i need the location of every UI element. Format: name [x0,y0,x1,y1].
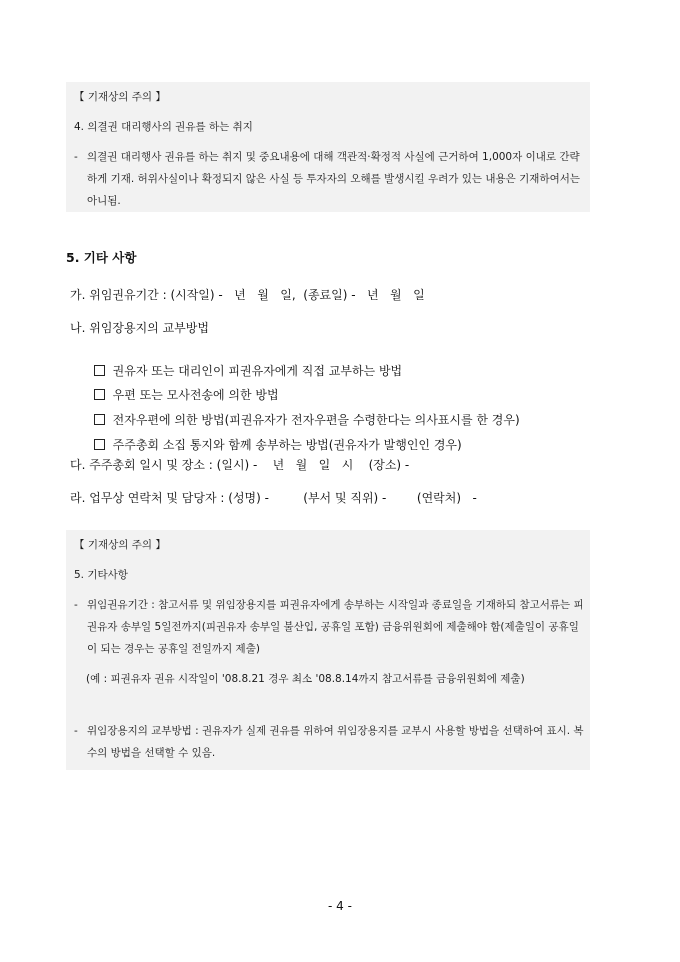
caution-item-text: 위임권유기간 : 참고서류 및 위임장용지를 피권유자에게 송부하는 시작일과 종료일을 기재하되 참고서류는 피권유자 송부일 5일전까지(피권유자 송부일 불산입, 공휴일 포함) 금융위원회에 제출해야 함(제출일이 공휴일이 되는 경우는 공휴일 전일까지 제출) [87,599,584,655]
caution-item-delivery [74,720,584,764]
caution-box-purpose [66,82,590,212]
dash-marker: - [74,725,78,737]
option-label: 전자우편에 의한 방법(피권유자가 전자우편을 수령한다는 의사표시를 한 경우) [112,413,520,427]
caution-item-text: 위임장용지의 교부방법 : 권유자가 실제 권유를 위하여 위임장용지를 교부시 사용할 방법을 선택하여 표시. 복수의 방법을 선택할 수 있음. [87,725,584,759]
caution-item [74,146,584,212]
caution-item-period [74,594,584,660]
page-number: - 4 - [328,899,352,913]
contact-person-line: 라. 업무상 연락처 및 담당자 : (성명) - (부서 및 직위) - (연락처) - [70,491,477,505]
caution-item-text: 의결권 대리행사 권유를 하는 취지 및 중요내용에 대해 객관적·확정적 사실에 근거하여 1,000자 이내로 간략하게 기재. 허위사실이나 확정되지 않은 사실 등 투자자의 오해를 발생시킬 우려가 있는 내용은 기재하여서는 아니됨. [87,151,581,207]
caution-heading: 5. 기타사항 [74,569,128,581]
solicitation-period-line: 가. 위임권유기간 : (시작일) - 년 월 일, (종료일) - 년 월 일 [70,288,425,302]
caution-title: 【 기재상의 주의 】 [74,91,166,103]
delivery-option-with-notice[interactable] [86,422,462,453]
option-label: 주주총회 소집 통지와 함께 송부하는 방법(권유자가 발행인인 경우) [112,438,462,452]
delivery-method-heading: 나. 위임장용지의 교부방법 [70,321,209,335]
caution-example: (예 : 피권유자 권유 시작일이 '08.8.21 경우 최소 '08.8.14까지 참고서류를 금융위원회에 제출) [86,673,525,685]
section-title: 5. 기타 사항 [66,250,137,265]
option-label: 권유자 또는 대리인이 피권유자에게 직접 교부하는 방법 [112,364,403,378]
caution-heading: 4. 의결권 대리행사의 권유를 하는 취지 [74,121,253,133]
checkbox[interactable] [94,439,105,450]
option-label: 우편 또는 모사전송에 의한 방법 [112,388,279,402]
dash-marker: - [74,599,78,611]
caution-box-other [66,530,590,770]
caution-title: 【 기재상의 주의 】 [74,539,166,551]
meeting-datetime-place-line: 다. 주주총회 일시 및 장소 : (일시) - 년 월 일 시 (장소) - [70,458,410,472]
dash-marker: - [74,151,78,163]
